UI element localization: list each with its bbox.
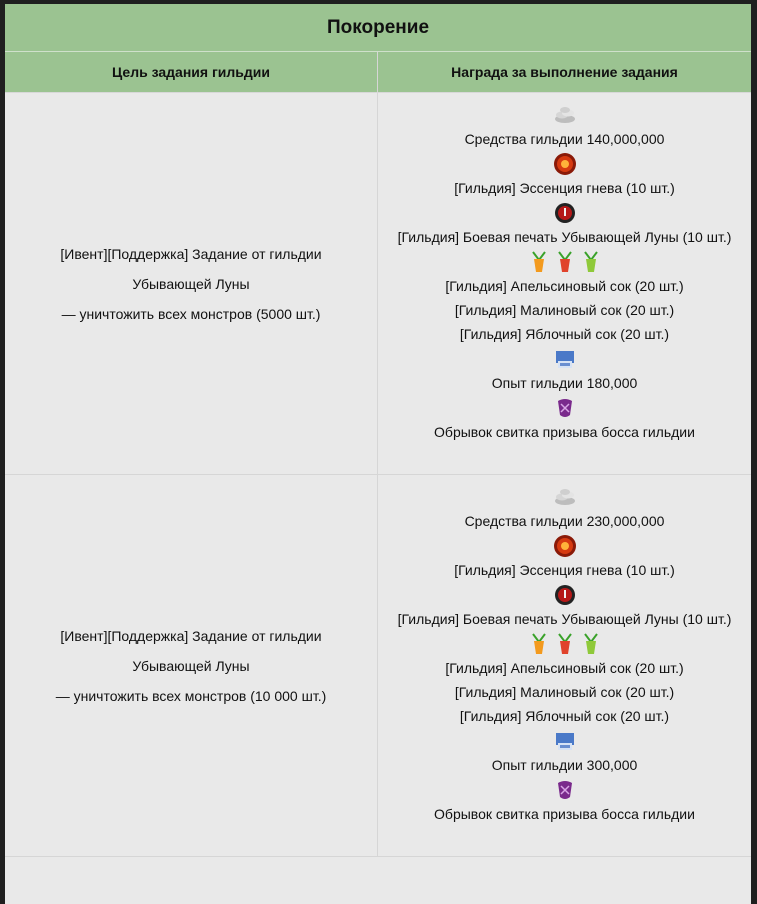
orange-juice-icon xyxy=(529,632,549,656)
raspberry-juice-icon xyxy=(555,250,575,274)
rage-essence-icon xyxy=(553,151,577,176)
juice-icons xyxy=(529,249,601,274)
reward-raspberry-juice: [Гильдия] Малиновый сок (20 шт.) xyxy=(454,684,675,700)
reward-seal: [Гильдия] Боевая печать Убывающей Луны (10 шт.) xyxy=(397,229,732,245)
reward-apple-juice: [Гильдия] Яблочный сок (20 шт.) xyxy=(459,708,670,724)
reward-raspberry-juice: [Гильдия] Малиновый сок (20 шт.) xyxy=(454,302,675,318)
apple-juice-icon xyxy=(581,250,601,274)
reward-funds: Средства гильдии 230,000,000 xyxy=(464,513,665,529)
task-line: Убывающей Луны xyxy=(132,275,250,292)
reward-cell xyxy=(378,93,751,474)
reward-cell xyxy=(378,475,751,856)
reward-exp: Опыт гильдии 300,000 xyxy=(491,757,638,773)
reward-seal: [Гильдия] Боевая печать Убывающей Луны (10 шт.) xyxy=(397,611,732,627)
reward-orange-juice: [Гильдия] Апельсиновый сок (20 шт.) xyxy=(445,278,684,294)
task-cell xyxy=(5,475,378,856)
guild-exp-icon xyxy=(554,346,576,371)
reward-scroll: Обрывок свитка призыва босса гильдии xyxy=(434,424,695,440)
reward-essence: [Гильдия] Эссенция гнева (10 шт.) xyxy=(454,562,675,578)
reward-exp: Опыт гильдии 180,000 xyxy=(491,375,638,391)
table-row xyxy=(5,475,751,857)
table-row xyxy=(5,93,751,475)
battle-seal-icon xyxy=(554,200,576,225)
task-line: — уничтожить всех монстров (5000 шт.) xyxy=(61,305,321,322)
task-line: — уничтожить всех монстров (10 000 шт.) xyxy=(55,687,327,704)
coin-pile-icon xyxy=(553,102,577,127)
reward-essence: [Гильдия] Эссенция гнева (10 шт.) xyxy=(454,180,675,196)
task-cell xyxy=(5,93,378,474)
table-title: Покорение xyxy=(5,4,751,52)
boss-scroll-icon xyxy=(554,395,576,420)
quest-table xyxy=(5,4,751,904)
battle-seal-icon xyxy=(554,582,576,607)
boss-scroll-icon xyxy=(554,777,576,802)
reward-scroll: Обрывок свитка призыва босса гильдии xyxy=(434,806,695,822)
reward-orange-juice: [Гильдия] Апельсиновый сок (20 шт.) xyxy=(445,660,684,676)
column-header-goal: Цель задания гильдии xyxy=(5,52,378,92)
raspberry-juice-icon xyxy=(555,632,575,656)
column-header-row xyxy=(5,52,751,93)
task-line: [Ивент][Поддержка] Задание от гильдии xyxy=(60,245,322,262)
juice-icons xyxy=(529,631,601,656)
apple-juice-icon xyxy=(581,632,601,656)
rage-essence-icon xyxy=(553,533,577,558)
orange-juice-icon xyxy=(529,250,549,274)
coin-pile-icon xyxy=(553,484,577,509)
reward-apple-juice: [Гильдия] Яблочный сок (20 шт.) xyxy=(459,326,670,342)
guild-exp-icon xyxy=(554,728,576,753)
reward-funds: Средства гильдии 140,000,000 xyxy=(464,131,665,147)
column-header-reward: Награда за выполнение задания xyxy=(451,64,678,80)
task-line: Убывающей Луны xyxy=(132,657,250,674)
task-line: [Ивент][Поддержка] Задание от гильдии xyxy=(60,627,322,644)
